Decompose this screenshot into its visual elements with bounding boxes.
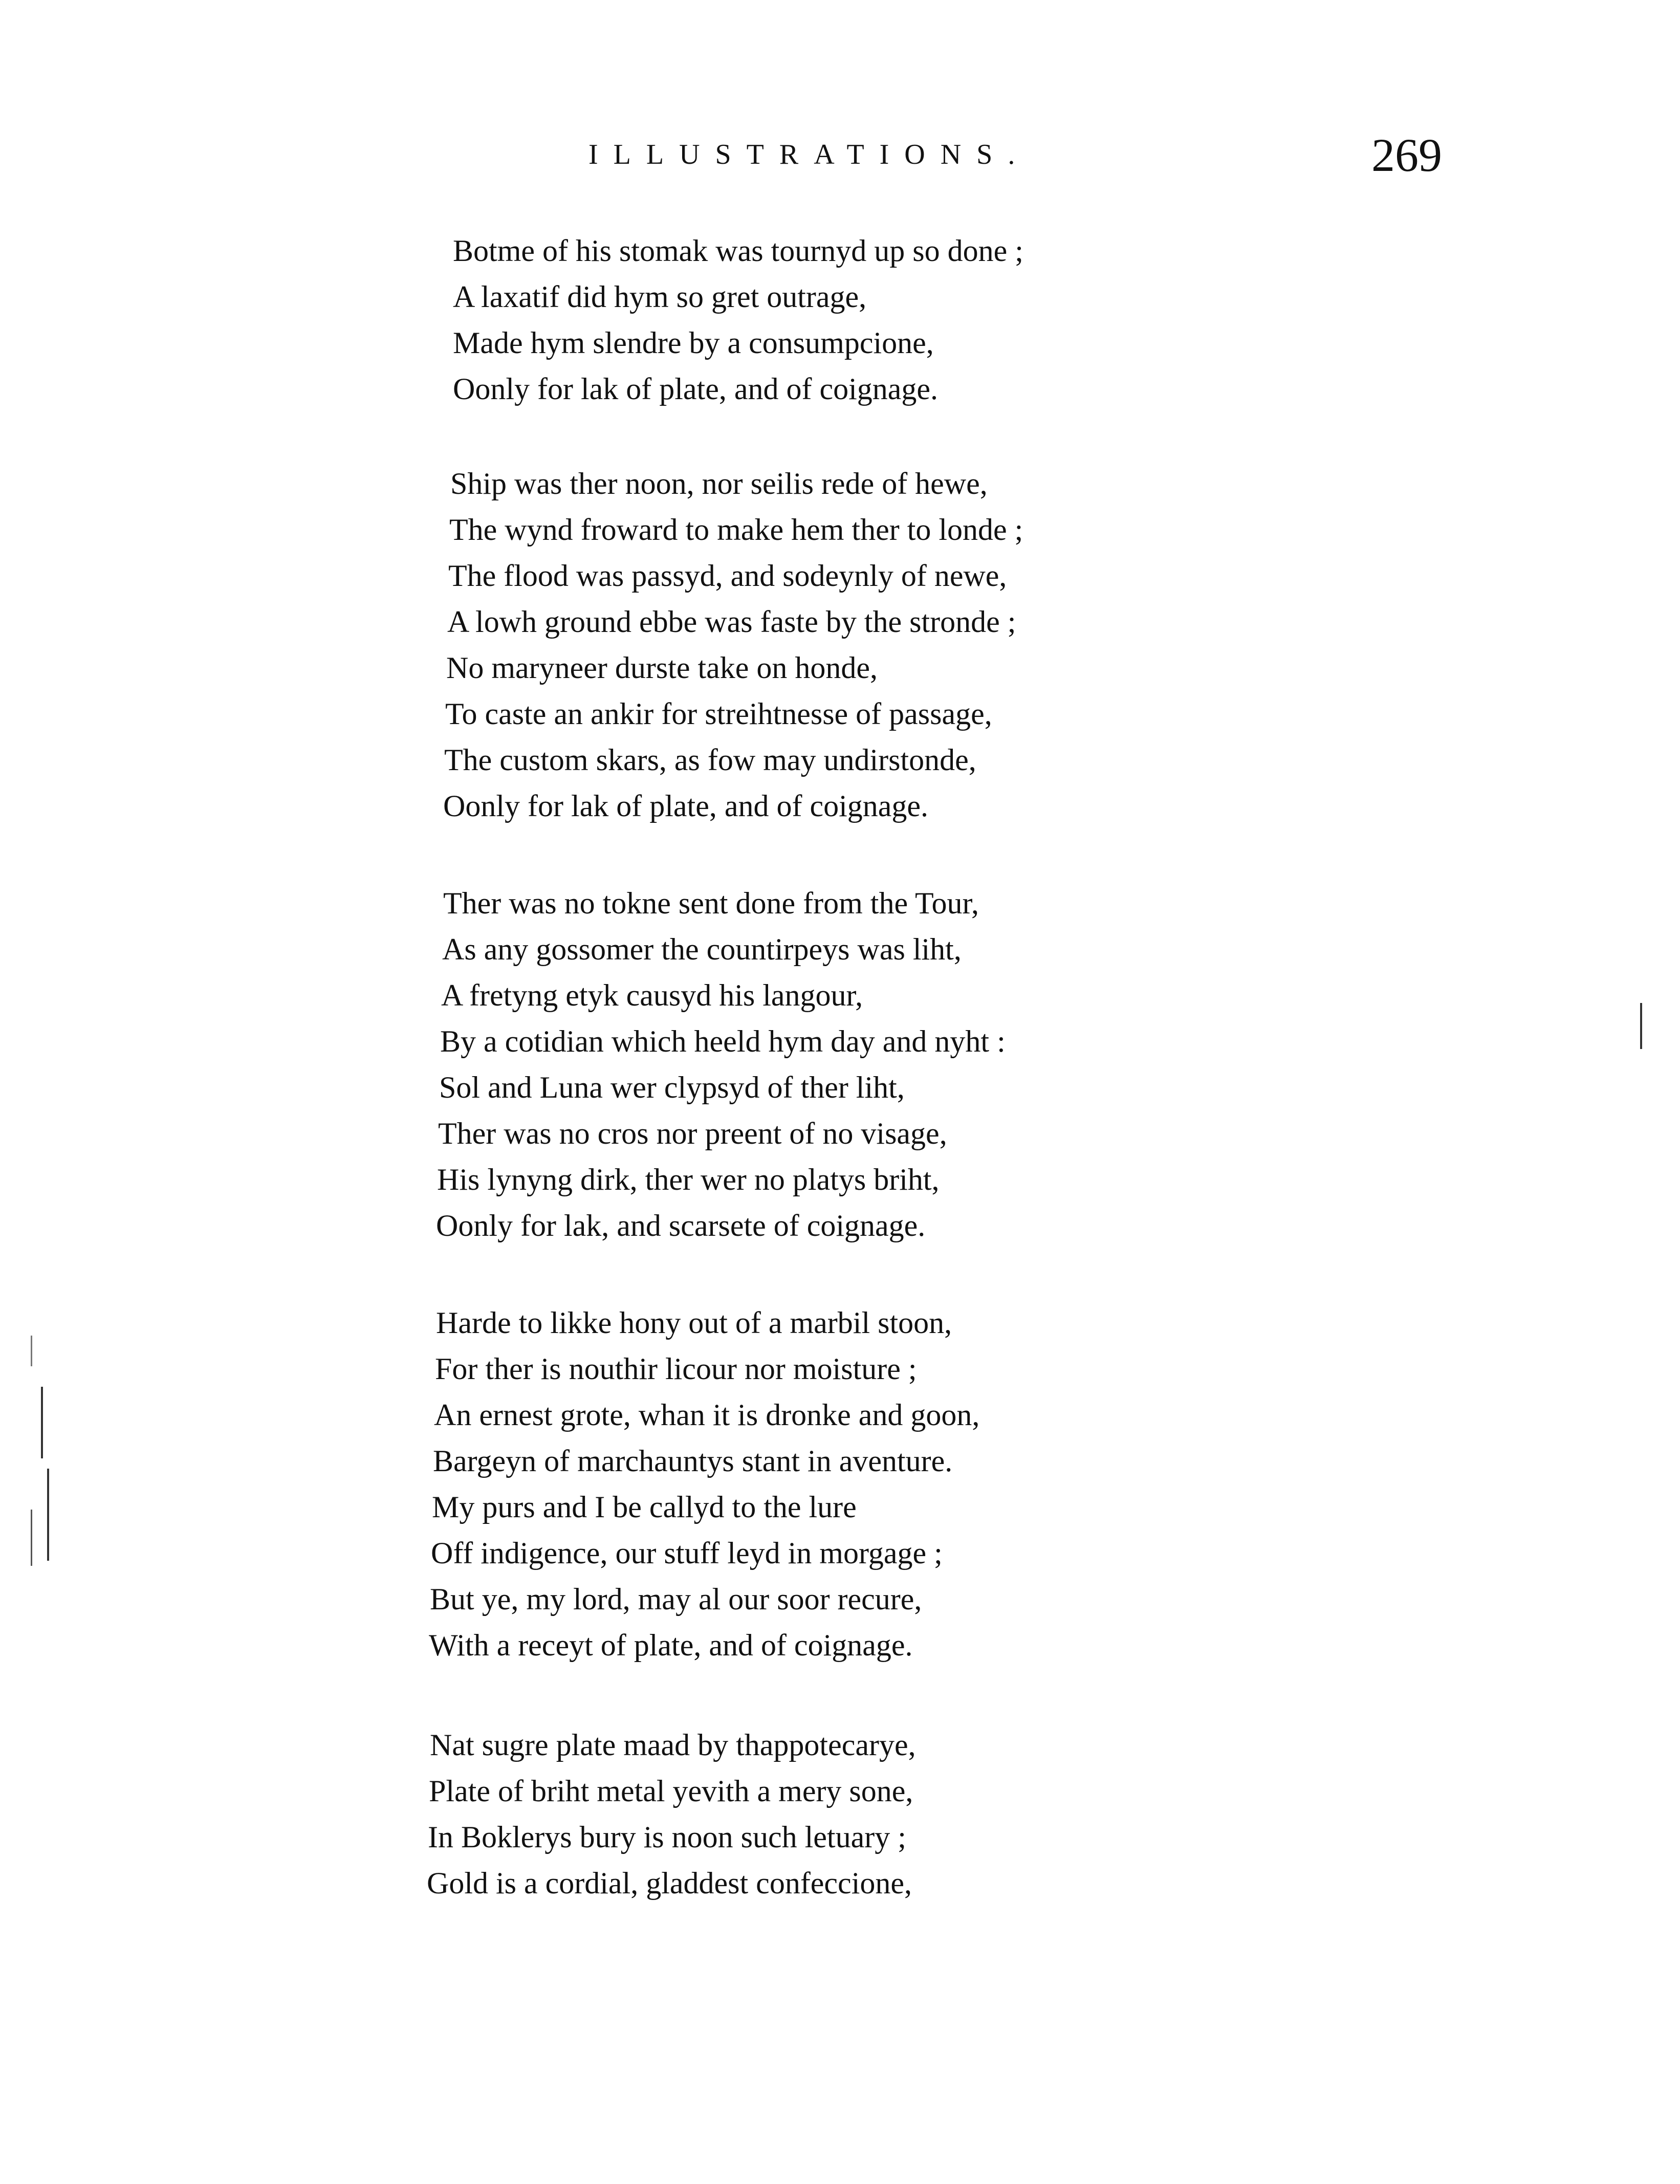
verse-line: His lynyng dirk, ther wer no platys briht, [437, 1163, 940, 1196]
verse-line: The custom skars, as fow may undirstonde, [444, 743, 976, 777]
verse-line: Ship was ther noon, nor seilis rede of hewe, [450, 467, 988, 500]
scan-mark [31, 1510, 32, 1566]
running-head: ILLUSTRATIONS. [588, 139, 1031, 170]
page-number: 269 [1371, 129, 1442, 181]
verse-line: With a receyt of plate, and of coignage. [429, 1628, 913, 1662]
verse-line: But ye, my lord, may al our soor recure, [430, 1582, 922, 1616]
verse-line: Oonly for lak of plate, and of coignage. [453, 372, 939, 406]
verse-line: My purs and I be callyd to the lure [432, 1490, 857, 1524]
scan-mark [1640, 1003, 1642, 1049]
verse-line: Oonly for lak of plate, and of coignage. [443, 789, 929, 823]
scan-mark [31, 1336, 32, 1366]
verse-line: Made hym slendre by a consumpcione, [453, 326, 934, 360]
verse-line: Gold is a cordial, gladdest confeccione, [427, 1866, 912, 1900]
verse-line: An ernest grote, whan it is dronke and goon, [434, 1398, 980, 1432]
scan-mark [41, 1387, 43, 1458]
verse-line: A fretyng etyk causyd his langour, [441, 978, 863, 1012]
verse-line: As any gossomer the countirpeys was liht, [442, 932, 962, 966]
verse-line: A lowh ground ebbe was faste by the stronde ; [447, 605, 1016, 639]
verse-line: For ther is nouthir licour nor moisture ; [435, 1352, 917, 1386]
verse-line: The wynd froward to make hem ther to londe ; [449, 513, 1023, 547]
verse-line: Off indigence, our stuff leyd in morgage ; [431, 1536, 943, 1570]
verse-line: Nat sugre plate maad by thappotecarye, [430, 1728, 916, 1762]
verse-line: Ther was no cros nor preent of no visage, [438, 1117, 947, 1150]
verse-line: In Boklerys bury is noon such letuary ; [428, 1820, 906, 1854]
verse-line: No maryneer durste take on honde, [446, 651, 878, 685]
verse-line: Harde to likke hony out of a marbil stoon, [436, 1306, 952, 1340]
verse-line: Sol and Luna wer clypsyd of ther liht, [439, 1071, 905, 1104]
verse-line: Plate of briht metal yevith a mery sone, [429, 1774, 913, 1808]
scan-mark [47, 1469, 49, 1561]
verse-line: Oonly for lak, and scarsete of coignage. [436, 1209, 926, 1242]
verse-line: The flood was passyd, and sodeynly of newe, [448, 559, 1007, 593]
verse-line: A laxatif did hym so gret outrage, [453, 280, 867, 314]
verse-line: Ther was no tokne sent done from the Tour, [443, 886, 979, 920]
verse-line: Botme of his stomak was tournyd up so done ; [453, 234, 1023, 268]
verse-line: Bargeyn of marchauntys stant in aventure. [433, 1444, 953, 1478]
verse-line: To caste an ankir for streihtnesse of passage, [445, 697, 992, 731]
verse-line: By a cotidian which heeld hym day and nyht : [440, 1024, 1006, 1058]
